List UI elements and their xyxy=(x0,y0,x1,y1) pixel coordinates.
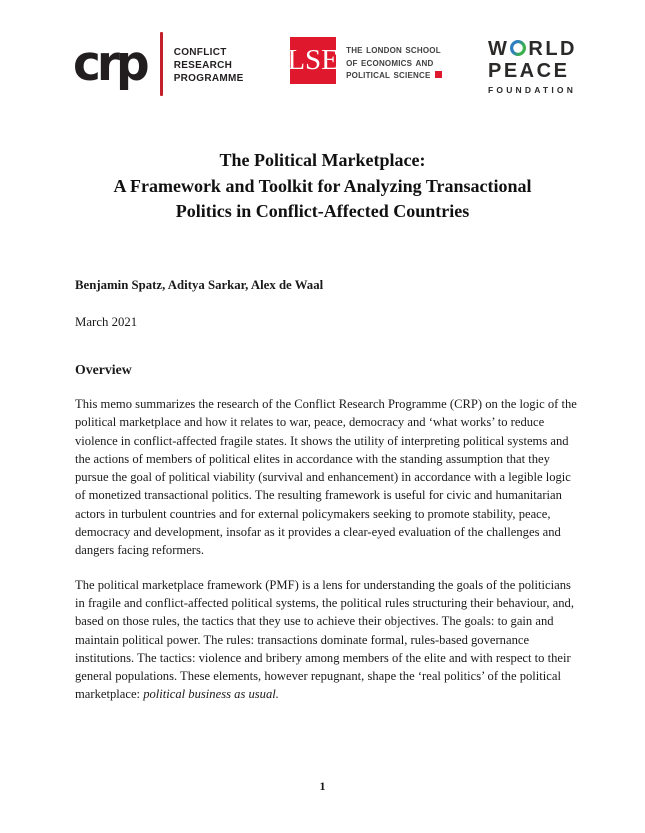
title-line: Politics in Conflict-Affected Countries xyxy=(175,201,470,221)
page-number: 1 xyxy=(319,779,326,793)
crp-logo xyxy=(73,32,244,96)
logo-row xyxy=(73,32,577,96)
lse-monogram: LSE xyxy=(287,44,339,76)
wpf-world-line: W RLD xyxy=(488,38,577,60)
world-peace-foundation-logo xyxy=(488,38,577,95)
authors-line: Benjamin Spatz, Aditya Sarkar, Alex de Waal xyxy=(75,278,324,292)
wpf-foundation-line: FOUNDATION xyxy=(488,85,577,95)
title-line: A Framework and Toolkit for Analyzing Transactional xyxy=(113,175,532,196)
overview-paragraph-1: This memo summarizes the research of the Conflict Research Programme (CRP) on the logic of the political marketplace and how it relates to war, peace, democracy and ‘what works’ to reduce violence in conflict-affected fragile states. It shows the utility of interpreting political systems and the actions of members of political elites in accordance with the standing assumption that they pursue the goal of political viability (survival and enhancement) in accordance with a legible logic of monetized transactional politics. The resulting framework is useful for civic and humanitarian actors in turbulent countries and for external policymakers seeking to promote stability, peace, democracy and development, insofar as it provides a clear-eyed evaluation of the challenges and dangers facing reformers. xyxy=(75,397,577,558)
crp-divider xyxy=(160,32,163,96)
lse-wordmark-line: of economics and xyxy=(346,56,434,69)
document-body xyxy=(75,276,579,704)
paragraph-2-main-text: The political marketplace framework (PMF) is a lens for understanding the goals of the politicians in fragile and conflict-affected political systems, the political rules structuring their behaviour, and, based on those rules, the tactics that they use to achieve their objectives. The goals: to gain and maintain political power. The rules: transactions dominate formal, rules-based governance institutions. The tactics: violence and bribery among members of the elite and with respect to their general populations. These elements, however repugnant, shape the ‘real politics’ of the political marketplace: xyxy=(75,577,575,702)
overview-paragraph-2 xyxy=(75,576,579,704)
document-title xyxy=(0,148,645,225)
lse-wordmark xyxy=(346,44,441,82)
title-line: The Political Marketplace: xyxy=(219,150,426,170)
crp-wordmark xyxy=(174,44,244,85)
crp-wordmark-line: RESEARCH xyxy=(173,59,233,71)
wpf-peace-line: PEACE xyxy=(488,60,570,82)
lse-wordmark-line: the london school xyxy=(346,44,441,56)
overview-heading: Overview xyxy=(75,362,132,377)
crp-wordmark-line: CONFLICT xyxy=(173,46,227,58)
lse-logo xyxy=(287,37,441,84)
crp-monogram-icon: crp xyxy=(73,34,146,93)
lse-wordmark-line: political science xyxy=(346,69,441,82)
wpf-globe-icon xyxy=(510,40,526,56)
date-line: March 2021 xyxy=(75,315,138,329)
paragraph-2-italic-text: political business as usual. xyxy=(143,687,279,702)
lse-square-icon xyxy=(287,37,339,84)
lse-red-square-icon xyxy=(435,71,442,78)
crp-wordmark-line: PROGRAMME xyxy=(173,72,244,84)
